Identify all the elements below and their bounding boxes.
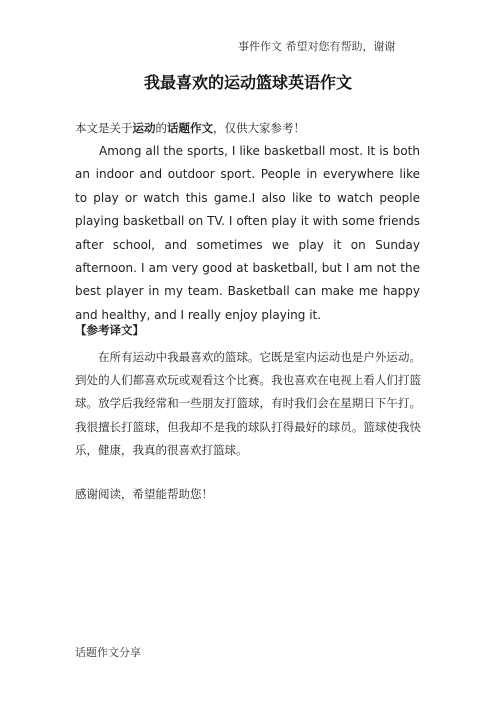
intro-middle: 的 [155, 121, 167, 135]
intro-line [75, 120, 305, 136]
english-essay: Among all the sports, I like basketball most. It is both an indoor and outdoor sport. People in everywhere like to play or watch this game.I also like to watch people playing basketball on TV. I often play it with some friends after school, and sometimes we play it on Sunday afternoon. I am very good at basketball, but I am not the best player in my team. Basketball can make me happy and healthy, and I really enjoy playing it. [75, 144, 420, 322]
intro-keyword-topic: 话题作文 [167, 121, 213, 135]
thanks-line: 感谢阅读，希望能帮助您！ [75, 487, 213, 501]
intro-suffix: ，仅供大家参考！ [213, 121, 305, 135]
footer-note: 话题作文分享 [75, 646, 141, 659]
header-note: 事件作文 希望对您有帮助，谢谢 [238, 40, 396, 53]
chinese-translation: 在所有运动中我最喜欢的篮球。它既是室内运动也是户外运动。到处的人们都喜欢玩或观看这个比赛。我也喜欢在电视上看人们打篮球。放学后我经常和一些朋友打篮球，有时我们会在星期日下午打。我很擅长打篮球，但我却不是我的球队打得最好的球员。篮球使我快乐，健康，我真的很喜欢打篮球。 [75, 350, 421, 457]
page-title: 我最喜欢的运动篮球英语作文 [143, 73, 352, 92]
reference-translation-label: 【参考译文】 [75, 323, 144, 337]
intro-prefix: 本文是关于 [75, 121, 133, 135]
intro-keyword-sport: 运动 [132, 121, 156, 135]
